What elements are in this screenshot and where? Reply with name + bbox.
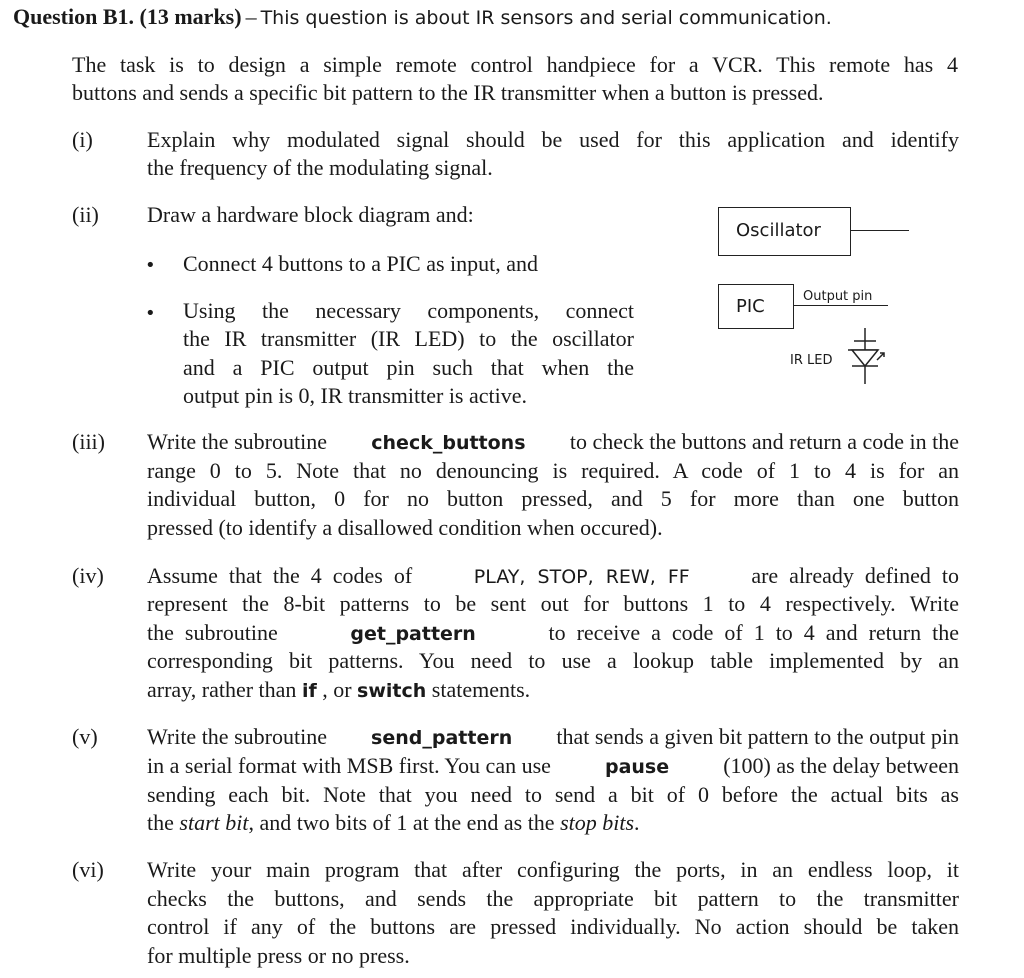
stop-bits-term: stop bits — [560, 810, 635, 835]
part-i-number: (i) — [72, 127, 93, 152]
question-label: Question B1. (13 marks) — [13, 4, 242, 29]
intro-line-1: The task is to design a simple remote control handpiece for a VCR. This remote has 4 — [72, 52, 958, 77]
part-iii-line-1-b: to check the buttons and return a code in the — [569, 429, 959, 454]
question-topic: This question is about IR sensors and serial communication. — [260, 7, 832, 29]
part-iv-line-2: represent the 8-bit patterns to be sent out for buttons 1 to 4 respectively. Write — [147, 591, 959, 616]
part-ii-bullet-2-line-4: output pin is 0, IR transmitter is active. — [183, 383, 528, 408]
part-v-line-1-b: that sends a given bit pattern to the output pin — [556, 724, 959, 749]
get-pattern-code: get_pattern — [350, 623, 476, 645]
part-vi-line-1: Write your main program that after configuring the ports, in an endless loop, it — [147, 857, 959, 882]
output-pin-line — [794, 305, 888, 306]
part-iv-line-1-a: Assume that the 4 codes of — [147, 563, 413, 588]
part-ii-bullet-2-line-3: and a PIC output pin such that when the — [183, 355, 634, 380]
part-ii-bullet-2-line-2: the IR transmitter (IR LED) to the oscillator — [183, 326, 634, 351]
part-vi-number: (vi) — [72, 857, 104, 882]
part-vi-line-4: for multiple press or no press. — [147, 943, 410, 968]
part-iv-line-5-b: , or — [322, 677, 352, 702]
part-v-number: (v) — [72, 724, 98, 749]
if-code: if — [301, 680, 317, 702]
part-iii-line-1-a: Write the subroutine — [147, 429, 327, 454]
output-pin-label: Output pin — [803, 289, 873, 304]
pic-block — [718, 284, 794, 329]
part-ii-bullet-2-line-1: Using the necessary components, connect — [183, 298, 634, 323]
part-iv-line-5 — [147, 677, 530, 703]
part-v-line-4-c: . — [634, 810, 640, 835]
part-vi-line-2: checks the buttons, and sends the appropriate bit pattern to the transmitter — [147, 886, 959, 911]
start-bit-term: start bit — [179, 810, 249, 835]
part-iii-line-3: individual button, 0 for no button pressed, and 5 for more than one button — [147, 486, 959, 511]
part-v-line-2 — [147, 753, 959, 779]
part-iii-number: (iii) — [72, 429, 105, 454]
check-buttons-code: check_buttons — [371, 432, 526, 454]
pic-label: PIC — [736, 296, 765, 317]
part-i-line-1: Explain why modulated signal should be used for this application and identify — [147, 127, 959, 152]
part-iii-line-1 — [147, 429, 959, 455]
pause-code: pause — [604, 756, 670, 778]
part-v-line-2-a: in a serial format with MSB first. You can use — [147, 753, 551, 778]
part-iv-line-3 — [147, 620, 959, 646]
part-ii-bullet-1: Connect 4 buttons to a PIC as input, and — [183, 251, 539, 276]
button-codes: PLAY, STOP, REW, FF — [473, 566, 690, 588]
bullet-1: • — [145, 255, 156, 276]
part-v-line-4-a: the — [147, 810, 174, 835]
part-v-line-4-b: , and two bits of 1 at the end as the — [248, 810, 555, 835]
part-ii-line-1: Draw a hardware block diagram and: — [147, 202, 474, 227]
header-dash: – — [245, 4, 257, 29]
question-header — [13, 4, 832, 30]
part-i-line-2: the frequency of the modulating signal. — [147, 155, 493, 180]
part-iv-line-5-a: array, rather than — [147, 677, 297, 702]
bullet-2: • — [145, 303, 156, 324]
part-v-line-2-b: (100) as the delay between — [723, 753, 959, 778]
switch-code: switch — [357, 680, 427, 702]
oscillator-output-line — [851, 230, 909, 231]
ir-led-label: IR LED — [790, 353, 833, 368]
part-iv-line-1 — [147, 563, 959, 589]
part-iv-line-4: corresponding bit patterns. You need to use a lookup table implemented by an — [147, 648, 959, 673]
part-v-line-1-a: Write the subroutine — [147, 724, 327, 749]
oscillator-block — [718, 207, 851, 256]
part-iv-line-1-b: are already defined to — [751, 563, 959, 588]
part-v-line-1 — [147, 724, 959, 750]
part-v-line-4 — [147, 810, 640, 836]
part-iv-line-3-a: the subroutine — [147, 620, 278, 645]
part-v-line-3: sending each bit. Note that you need to send a bit of 0 before the actual bits as — [147, 782, 959, 807]
send-pattern-code: send_pattern — [371, 727, 513, 749]
oscillator-label: Oscillator — [736, 220, 821, 241]
part-iii-line-2: range 0 to 5. Note that no denouncing is required. A code of 1 to 4 is for an — [147, 458, 959, 483]
part-ii-number: (ii) — [72, 202, 99, 227]
ir-led-icon — [840, 326, 890, 388]
part-iv-line-3-b: to receive a code of 1 to 4 and return the — [548, 620, 959, 645]
intro-line-2: buttons and sends a specific bit pattern to the IR transmitter when a button is pressed. — [72, 80, 824, 105]
part-iv-line-5-c: statements. — [431, 677, 531, 702]
part-iii-line-4: pressed (to identify a disallowed condition when occured). — [147, 515, 663, 540]
part-vi-line-3: control if any of the buttons are pressed individually. No action should be taken — [147, 914, 959, 939]
part-iv-number: (iv) — [72, 563, 104, 588]
